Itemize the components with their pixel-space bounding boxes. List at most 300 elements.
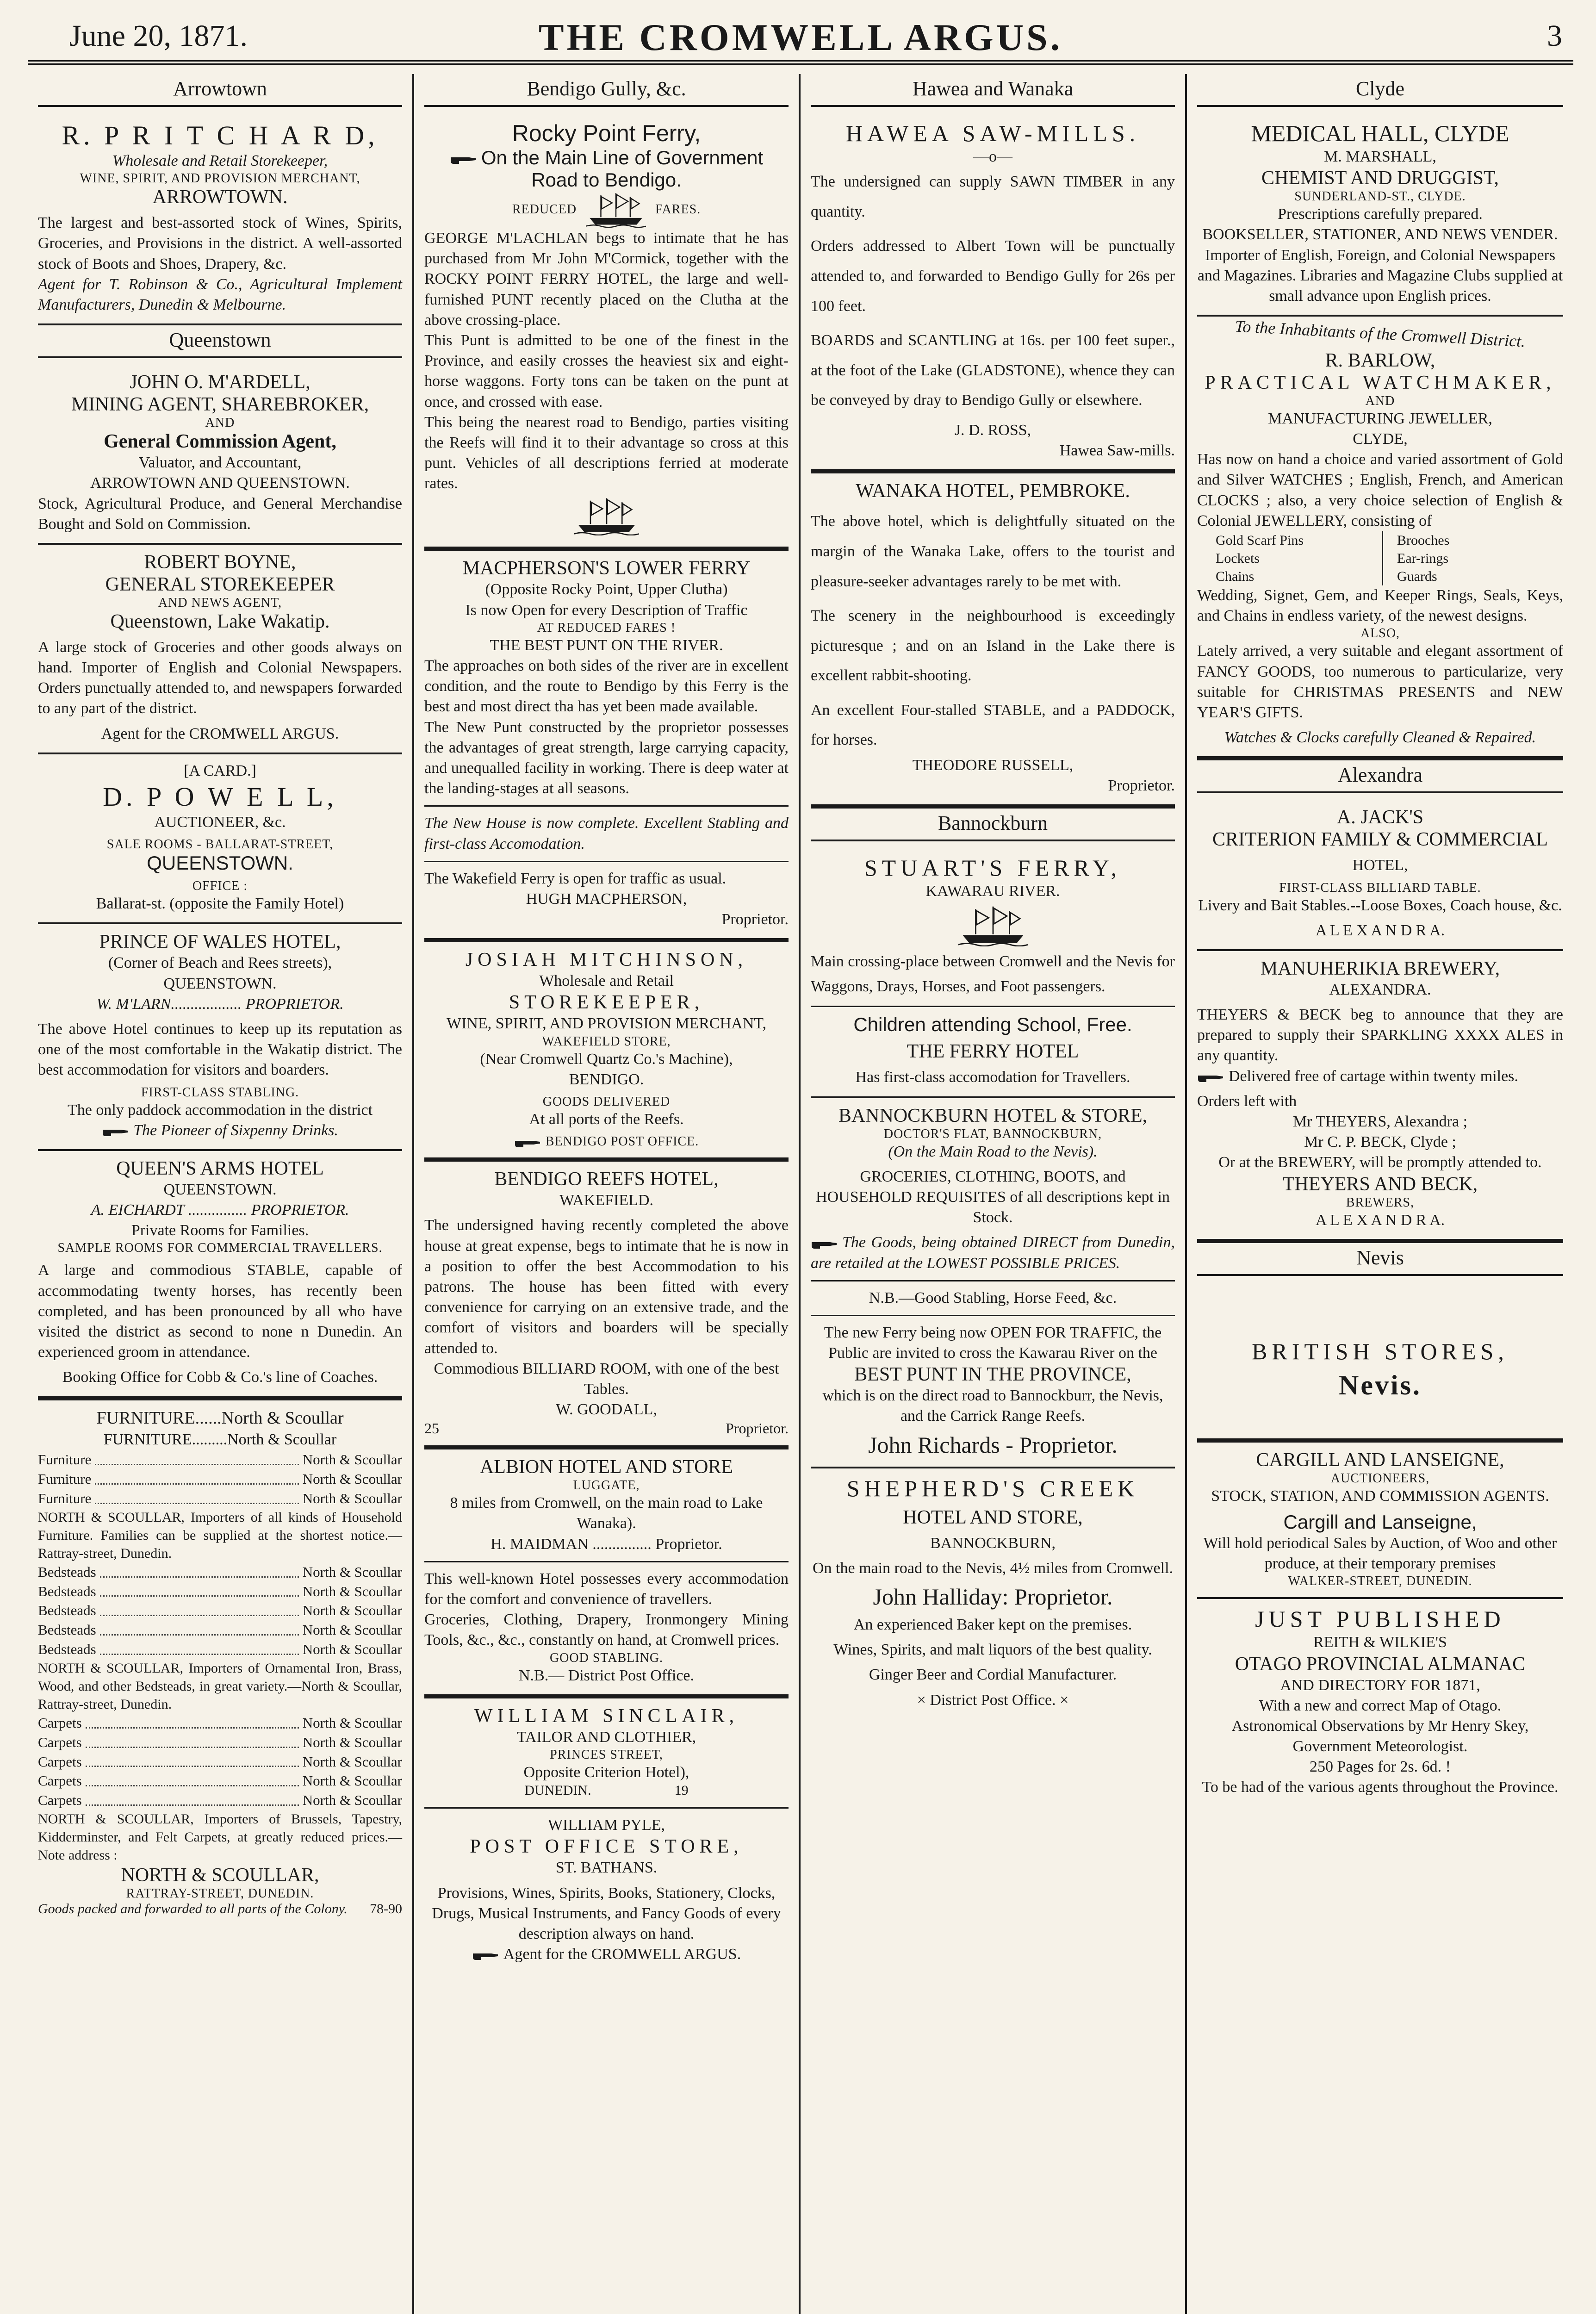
ad-line: WINE, SPIRIT, AND PROVISION MERCHANT, xyxy=(446,1015,767,1033)
dot-leader xyxy=(95,1469,298,1485)
ad-line: TAILOR AND CLOTHIER, xyxy=(516,1728,696,1746)
ad-line: To be had of the various agents throughout the Province. xyxy=(1202,1779,1559,1796)
list-item-name: Furniture xyxy=(38,1451,92,1468)
ad-line: (Opposite Rocky Point, Upper Clutha) xyxy=(485,581,728,598)
ad-line: WINE, SPIRIT, AND PROVISION MERCHANT, xyxy=(80,171,360,186)
list-item xyxy=(38,1713,402,1733)
ad-line: CRITERION FAMILY & COMMERCIAL xyxy=(1212,829,1548,851)
ad-line: WAKEFIELD STORE, xyxy=(542,1034,671,1049)
pointing-hand-icon xyxy=(472,1949,500,1962)
list-item-name: Carpets xyxy=(38,1753,82,1770)
section-heading-bendigo: Bendigo Gully, &c. xyxy=(424,74,789,107)
jewellery-item: Gold Scarf Pins xyxy=(1216,533,1304,548)
ad-line: Hawea Saw-mills. xyxy=(1059,442,1175,460)
ad-line: PRINCES STREET, xyxy=(550,1747,663,1762)
ad-manuherikia-brewery xyxy=(1197,951,1563,1243)
ad-body: The above hotel, which is delightfully situated on the margin of the Wanaka Lake, offers to the tourist and pleasure-seeker advantages rarely to be met with. xyxy=(811,513,1175,590)
ad-line: MINING AGENT, SHAREBROKER, xyxy=(71,394,369,416)
ad-body: This well-known Hotel possesses every accommodation for the comfort and convenience of travellers. xyxy=(424,1570,789,1608)
ad-body: The undersigned having recently completed the above house at great expense, begs to intimate that he is now in a position to offer the best Accommodation to his patrons. The house has been fitted with every convenience for carrying on an extensive trade, and the comfort of visitors and boarders will be specially attended to. xyxy=(424,1217,789,1357)
list-item-seller: North & Scoullar xyxy=(302,1470,402,1487)
list-item xyxy=(38,1562,402,1582)
ad-line: GOODS DELIVERED xyxy=(542,1095,671,1109)
ad-line: RATTRAY-STREET, DUNEDIN. xyxy=(126,1886,314,1901)
ad-body: Has now on hand a choice and varied assortment of Gold and Silver WATCHES ; English, French, and American CLOCKS ; also, a very choice selection of English & Colonial JEWELLERY, consisting of xyxy=(1197,451,1563,529)
column-1 xyxy=(28,74,414,2314)
ad-body: Agent for T. Robinson & Co., Agricultural Implement Manufacturers, Dunedin & Melbourne. xyxy=(38,275,402,313)
ad-line: A. EICHARDT ............... PROPRIETOR. xyxy=(91,1201,349,1219)
ad-number: 19 xyxy=(674,1783,689,1798)
ad-body: The undersigned can supply SAWN TIMBER in any quantity. xyxy=(811,173,1175,220)
ad-bendigo-reefs xyxy=(424,1162,789,1449)
ad-body: BOARDS and SCANTLING at 16s. per 100 feet super., at the foot of the Lake (GLADSTONE), whence they can be conveyed by dray to Bendigo Gully or elsewhere. xyxy=(811,332,1175,409)
list-item-seller: North & Scoullar xyxy=(302,1714,402,1731)
ad-pritchard xyxy=(38,113,402,325)
ad-line: N.B.— District Post Office. xyxy=(518,1667,694,1684)
ad-line: Children attending School, Free. xyxy=(853,1014,1132,1036)
ad-line: AUCTIONEERS, xyxy=(1330,1471,1430,1486)
list-item xyxy=(38,1469,402,1489)
ad-line: Ballarat-st. (opposite the Family Hotel) xyxy=(96,895,344,913)
jewellery-item: Brooches xyxy=(1397,533,1450,548)
ad-line: Valuator, and Accountant, xyxy=(138,454,302,472)
ad-signature: THEODORE RUSSELL, xyxy=(912,757,1074,774)
list-item xyxy=(38,1752,402,1772)
ad-line: (On the Main Road to the Nevis). xyxy=(888,1143,1098,1160)
ad-bannockburn-name: BANNOCKBURN HOTEL & STORE, xyxy=(838,1105,1148,1126)
ad-line: KAWARAU RIVER. xyxy=(925,883,1060,900)
ad-body: Wedding, Signet, Gem, and Keeper Rings, Seals, Keys, and Chains in endless variety, of the newest designs. xyxy=(1197,587,1563,625)
list-item xyxy=(38,1640,402,1659)
jewellery-list-right xyxy=(1382,531,1563,585)
list-item-seller: North & Scoullar xyxy=(302,1622,402,1638)
ad-line: Wholesale and Retail xyxy=(539,972,674,990)
ad-just-published xyxy=(1197,1599,1563,1806)
ad-line: ST. BATHANS. xyxy=(555,1859,658,1877)
list-item-seller: North & Scoullar xyxy=(302,1753,402,1770)
ad-line: POST OFFICE STORE, xyxy=(470,1836,743,1858)
ad-body: GROCERIES, CLOTHING, BOOTS, and HOUSEHOLD REQUISITES of all descriptions kept in Stock. xyxy=(816,1168,1170,1226)
ad-line: DUNEDIN. xyxy=(524,1783,591,1798)
ad-line: The Pioneer of Sixpenny Drinks. xyxy=(133,1121,338,1139)
ad-queens-name: QUEEN'S ARMS HOTEL xyxy=(116,1157,324,1179)
ad-line: M. MARSHALL, xyxy=(1324,148,1436,165)
ad-line: Queenstown, Lake Wakatip. xyxy=(110,610,330,632)
ad-queens-arms xyxy=(38,1151,402,1400)
ad-line: With a new and correct Map of Otago. xyxy=(1259,1697,1502,1714)
list-item xyxy=(38,1450,402,1469)
ad-macpherson xyxy=(424,551,789,942)
ad-british-name: BRITISH STORES, xyxy=(1252,1338,1509,1364)
ad-body: Orders addressed to Albert Town will be punctually attended to, and forwarded to Bendigo Gully for 26s per 100 feet. xyxy=(811,237,1175,315)
jewellery-item: Ear-rings xyxy=(1397,551,1449,566)
ad-barlow xyxy=(1197,317,1563,760)
dot-leader xyxy=(100,1601,299,1616)
ad-line: Astronomical Observations by Mr Henry Skey, Government Meteorologist. xyxy=(1231,1717,1529,1755)
list-item-name: Bedsteads xyxy=(38,1641,96,1658)
list-item-seller: North & Scoullar xyxy=(302,1641,402,1658)
column-3 xyxy=(801,74,1187,2314)
ad-body: Importer of English, Foreign, and Colonial Newspapers and Magazines. Libraries and Magazine Clubs supplied at small advance upon English prices. xyxy=(1197,246,1563,305)
ad-line: CHEMIST AND DRUGGIST, xyxy=(1261,168,1499,189)
divider xyxy=(811,1315,1175,1316)
ad-line: An experienced Baker kept on the premises. xyxy=(853,1616,1132,1634)
ad-body: The scenery in the neighbourhood is exceedingly picturesque ; and on an Island in the Lake there is excellent rabbit-shooting. xyxy=(811,607,1175,684)
pointing-hand-icon xyxy=(1197,1071,1225,1084)
list-item xyxy=(38,1582,402,1601)
ad-line: (Near Cromwell Quartz Co.'s Machine), xyxy=(480,1050,733,1068)
ad-mcardell xyxy=(38,365,402,545)
list-item-seller: North & Scoullar xyxy=(302,1451,402,1468)
ad-body: This being the nearest road to Bendigo, parties visiting the Reefs will find it to their advantage so cross at this punt. Vehicles of all descriptions ferried at moderate rates. xyxy=(424,413,789,492)
list-item-seller: North & Scoullar xyxy=(302,1773,402,1789)
ad-line: STOCK, STATION, AND COMMISSION AGENTS. xyxy=(1211,1487,1549,1505)
ad-line: HOTEL, xyxy=(1352,857,1408,874)
ad-line: H. MAIDMAN ............... Proprietor. xyxy=(491,1535,722,1553)
ad-line: FURNITURE......North & Scoullar xyxy=(96,1408,344,1428)
jewellery-item: Lockets xyxy=(1216,551,1260,566)
ad-line: THE BEST PUNT ON THE RIVER. xyxy=(490,636,723,654)
ad-powell-name: D. P O W E L L, xyxy=(103,782,337,812)
ad-body: A large stock of Groceries and other goods always on hand. Importer of English and Colonial Newspapers. Orders punctually attended to, and newspapers forwarded to any part of the district. xyxy=(38,638,402,717)
ad-line: × District Post Office. × xyxy=(917,1691,1069,1709)
ad-line: FIRST-CLASS STABLING. xyxy=(141,1085,299,1100)
ad-line: AND NEWS AGENT, xyxy=(158,595,282,610)
ad-powell xyxy=(38,754,402,925)
dot-leader xyxy=(86,1771,299,1786)
ad-line: Wholesale and Retail Storekeeper, xyxy=(112,152,328,169)
ship-icon xyxy=(586,191,646,228)
dot-leader xyxy=(95,1450,298,1465)
ad-line: The only paddock accommodation in the district xyxy=(67,1101,373,1119)
ad-line: Has first-class accomodation for Travellers. xyxy=(855,1069,1130,1086)
pointing-hand-icon xyxy=(450,153,478,166)
ad-stuarts-ferry xyxy=(811,848,1175,1098)
ad-line: which is on the direct road to Bannockburr, the Nevis, and the Carrick Range Reefs. xyxy=(822,1387,1163,1425)
ad-line: Mr C. P. BECK, Clyde ; xyxy=(1304,1133,1456,1151)
ad-line: BENDIGO POST OFFICE. xyxy=(545,1134,699,1149)
ad-line: 250 Pages for 2s. 6d. ! xyxy=(1309,1758,1451,1776)
ad-line: SUNDERLAND-ST., CLYDE. xyxy=(1294,189,1466,204)
ad-line: Livery and Bait Stables.--Loose Boxes, Coach house, &c. xyxy=(1198,896,1562,914)
page-number: 3 xyxy=(1547,19,1562,53)
ad-signature: J. D. ROSS, xyxy=(954,421,1031,439)
ad-line: Nevis. xyxy=(1339,1369,1422,1400)
ad-line: FURNITURE.........North & Scoullar xyxy=(103,1431,337,1448)
list-item-seller: North & Scoullar xyxy=(302,1602,402,1619)
ad-line: Proprietor. xyxy=(726,1420,789,1437)
ad-wanaka-name: WANAKA HOTEL, PEMBROKE. xyxy=(856,480,1130,502)
ad-line: At all ports of the Reefs. xyxy=(529,1111,684,1128)
ad-signature: THEYERS AND BECK, xyxy=(1282,1173,1478,1195)
ad-hawea-name: HAWEA SAW-MILLS. xyxy=(845,120,1140,146)
ad-line: Goods packed and forwarded to all parts of the Colony. xyxy=(38,1901,348,1917)
ad-rocky-name: Rocky Point Ferry, xyxy=(512,120,701,146)
ad-mcardell-name: JOHN O. M'ARDELL, xyxy=(130,372,311,393)
ad-line: REDUCED xyxy=(512,202,577,217)
ad-line: QUEENSTOWN. xyxy=(163,975,277,992)
ad-line: —o— xyxy=(973,148,1012,165)
ad-shepherd-name: SHEPHERD'S CREEK xyxy=(846,1475,1139,1501)
list-item xyxy=(38,1791,402,1810)
ad-line: Proprietor. xyxy=(1108,777,1175,795)
list-item xyxy=(38,1489,402,1508)
ad-body: Main crossing-place between Cromwell and the Nevis for Waggons, Drays, Horses, and Foot passengers. xyxy=(811,952,1175,995)
ad-line: AT REDUCED FARES ! xyxy=(537,620,676,635)
pointing-hand-icon xyxy=(514,1136,542,1149)
divider xyxy=(424,861,789,862)
divider xyxy=(811,1006,1175,1007)
list-item-seller: North & Scoullar xyxy=(302,1734,402,1750)
ad-number: 78-90 xyxy=(370,1901,402,1917)
ship-icon xyxy=(574,497,639,535)
jewellery-item: Chains xyxy=(1216,569,1254,585)
ad-line: Watches & Clocks carefully Cleaned & Repaired. xyxy=(1224,729,1536,746)
ad-line: Prescriptions carefully prepared. xyxy=(1278,205,1483,223)
ad-line: Delivered free of cartage within twenty miles. xyxy=(1229,1067,1518,1085)
ad-line: PRACTICAL WATCHMAKER, xyxy=(1205,372,1556,393)
bedsteads-list xyxy=(38,1562,402,1659)
ad-body: The Goods, being obtained DIRECT from Dunedin, are retailed at the LOWEST POSSIBLE PRICES. xyxy=(811,1234,1175,1272)
list-item xyxy=(38,1620,402,1640)
jewellery-item: Guards xyxy=(1397,569,1437,585)
jewellery-list-left xyxy=(1197,531,1382,585)
ad-line: Agent for the CROMWELL ARGUS. xyxy=(101,725,339,742)
ad-body: GEORGE M'LACHLAN begs to intimate that he has purchased from Mr John M'Cormick, together with the ROCKY POINT FERRY HOTEL, the large and well-furnished PUNT recently placed on the Clutha at the above crossing-place. xyxy=(424,230,789,329)
list-item-name: Furniture xyxy=(38,1490,92,1506)
ad-line: Orders left with xyxy=(1197,1092,1297,1110)
ad-boyne xyxy=(38,545,402,754)
ad-body: An excellent Four-stalled STABLE, and a PADDOCK, for horses. xyxy=(811,701,1175,749)
carpets-list xyxy=(38,1713,402,1810)
ad-line: [A CARD.] xyxy=(184,762,256,779)
ad-line: LUGGATE, xyxy=(573,1478,640,1493)
ad-line: WAKEFIELD. xyxy=(559,1192,654,1209)
ad-line: Commodious BILLIARD ROOM, with one of the best Tables. xyxy=(434,1360,779,1398)
section-heading-bannockburn: Bannockburn xyxy=(811,809,1175,841)
ad-line: REITH & WILKIE'S xyxy=(1313,1634,1447,1651)
pointing-hand-icon xyxy=(102,1125,130,1138)
ad-mitchinson-name: JOSIAH MITCHINSON, xyxy=(465,949,748,971)
ad-bannockburn-hotel xyxy=(811,1098,1175,1468)
ad-albion-name: ALBION HOTEL AND STORE xyxy=(479,1456,733,1478)
ad-line: HOTEL AND STORE, xyxy=(903,1506,1083,1528)
ad-line: Private Rooms for Families. xyxy=(131,1222,309,1239)
ad-line: Booking Office for Cobb & Co.'s line of Coaches. xyxy=(62,1368,378,1386)
ad-line: SAMPLE ROOMS FOR COMMERCIAL TRAVELLERS. xyxy=(57,1241,383,1256)
ad-body: Groceries, Clothing, Drapery, Ironmongery Mining Tools, &c., &c., constantly on hand, at Cromwell prices. xyxy=(424,1611,789,1649)
ad-mitchinson xyxy=(424,942,789,1162)
ad-body: NORTH & SCOULLAR, Importers of Ornamental Iron, Brass, Wood, and other Bedsteads, in great variety.—North & Scoullar, Rattray-street, Dunedin. xyxy=(38,1660,402,1712)
ad-number: 25 xyxy=(424,1420,439,1437)
list-item xyxy=(38,1771,402,1791)
dot-leader xyxy=(86,1752,299,1767)
ad-line: (Corner of Beach and Rees streets), xyxy=(108,954,332,972)
ad-body: THEYERS & BECK beg to announce that they are prepared to supply their SPARKLING XXXX ALES in any quantity. xyxy=(1197,1006,1563,1064)
ad-signature: W. GOODALL, xyxy=(556,1401,657,1418)
ad-reefs-name: BENDIGO REEFS HOTEL, xyxy=(494,1169,719,1190)
section-heading-clyde: Clyde xyxy=(1197,74,1563,107)
ad-line: BEST PUNT IN THE PROVINCE, xyxy=(854,1364,1131,1386)
ad-line: QUEENSTOWN. xyxy=(163,1181,277,1198)
ad-line: DOCTOR'S FLAT, BANNOCKBURN, xyxy=(883,1126,1102,1141)
ad-line: W. M'LARN.................. PROPRIETOR. xyxy=(96,995,344,1013)
ad-body: NORTH & SCOULLAR, Importers of all kinds of Household Furniture. Families can be supplied at the shortest notice.—Rattray-street, Dunedin. xyxy=(38,1509,402,1561)
column-2 xyxy=(414,74,801,2314)
ad-line: John Halliday: Proprietor. xyxy=(873,1584,1113,1610)
ad-hawea-saw-mills xyxy=(811,113,1175,473)
dot-leader xyxy=(95,1489,298,1504)
ad-medical-hall xyxy=(1197,113,1563,317)
ad-sinclair-name: WILLIAM SINCLAIR, xyxy=(474,1705,739,1727)
ad-body: The New Punt constructed by the proprietor possesses the advantages of great strength, large carrying capacity, and unequalled facility in working. There is deep water at the landing-stages at all seasons. xyxy=(424,718,789,797)
ad-pritchard-name: R. P R I T C H A R D, xyxy=(62,120,379,150)
list-item-name: Carpets xyxy=(38,1734,82,1750)
ad-prince-of-wales xyxy=(38,924,402,1151)
ad-body: Will hold periodical Sales by Auction, of Woo and other produce, at their temporary premises xyxy=(1203,1534,1557,1573)
dot-leader xyxy=(100,1640,299,1655)
ad-line: FIRST-CLASS BILLIARD TABLE. xyxy=(1279,880,1481,895)
list-item-seller: North & Scoullar xyxy=(302,1583,402,1599)
advert-columns xyxy=(28,74,1573,2314)
ad-body: A large and commodious STABLE, capable of accommodating twenty horses, has recently been completed, and has been pronounced by all who have visited the district as second to none n Dunedin. An experienced groom in attendance. xyxy=(38,1262,402,1361)
ad-line: Wines, Spirits, and malt liquors of the best quality. xyxy=(833,1641,1152,1659)
ad-body: The New House is now complete. Excellent Stabling and first-class Accomodation. xyxy=(424,815,789,852)
ship-icon xyxy=(958,905,1028,946)
ad-macpherson-name: MACPHERSON'S LOWER FERRY xyxy=(462,558,751,579)
ad-body: The Wakefield Ferry is open for traffic as usual. xyxy=(424,870,727,887)
divider xyxy=(424,805,789,807)
list-item xyxy=(38,1733,402,1752)
ad-line: On the Main Line of Government Road to Bendigo. xyxy=(481,147,764,191)
ad-body: Lately arrived, a very suitable and elegant assortment of FANCY GOODS, too numerous to particularize, very suitable for CHRISTMAS PRESENTS and NEW YEAR'S GIFTS. xyxy=(1197,642,1563,721)
dot-leader xyxy=(86,1791,299,1806)
newspaper-title: THE CROMWELL ARGUS. xyxy=(538,16,1063,58)
list-item-name: Furniture xyxy=(38,1470,92,1487)
dot-leader xyxy=(100,1620,299,1636)
list-item-name: Bedsteads xyxy=(38,1563,96,1580)
ad-rocky-point xyxy=(424,113,789,551)
list-item-name: Bedsteads xyxy=(38,1622,96,1638)
ad-pyle xyxy=(424,1809,789,1973)
ad-body: This Punt is admitted to be one of the finest in the Province, and easily crosses the heaviest six and eight-horse waggons. Forty tons can be taken on the punt at once, and crossed with ease. xyxy=(424,331,789,411)
ad-wanaka-hotel xyxy=(811,473,1175,809)
ad-line: GENERAL STOREKEEPER xyxy=(105,573,335,595)
ad-line: MANUFACTURING JEWELLER, xyxy=(1268,410,1492,427)
ad-line: AND xyxy=(1365,393,1395,408)
ad-line: CLYDE, xyxy=(1353,430,1408,448)
ad-north-scoullar xyxy=(38,1400,402,1926)
ad-body: NORTH & SCOULLAR, Importers of Brussels, Tapestry, Kidderminster, and Felt Carpets, at greatly reduced prices.—Note address : xyxy=(38,1811,402,1863)
ad-line: ARROWTOWN. xyxy=(152,187,288,208)
ad-body: Stock, Agricultural Produce, and General Merchandise Bought and Sold on Commission. xyxy=(38,495,402,533)
list-item-seller: North & Scoullar xyxy=(302,1563,402,1580)
divider xyxy=(424,1561,789,1562)
ad-line: Ginger Beer and Cordial Manufacturer. xyxy=(869,1666,1117,1684)
ad-albion xyxy=(424,1449,789,1698)
ad-line: A L E X A N D R A. xyxy=(1315,1211,1445,1229)
ad-medical-name: MEDICAL HALL, CLYDE xyxy=(1251,120,1509,146)
furniture-list xyxy=(38,1450,402,1508)
section-heading-nevis: Nevis xyxy=(1197,1243,1563,1276)
list-item-name: Bedsteads xyxy=(38,1583,96,1599)
ad-line: To the Inhabitants of the Cromwell District. xyxy=(1234,317,1526,351)
pointing-hand-icon xyxy=(811,1238,838,1250)
ad-line: FARES. xyxy=(655,202,701,217)
list-item-name: Carpets xyxy=(38,1773,82,1789)
masthead xyxy=(28,9,1573,65)
ad-shepherds-creek xyxy=(811,1468,1175,1719)
ad-line: QUEENSTOWN. xyxy=(147,852,293,874)
ad-prince-name: PRINCE OF WALES HOTEL, xyxy=(99,931,341,953)
ad-line: SALE ROOMS - BALLARAT-STREET, xyxy=(106,837,334,852)
ad-line: Agent for the CROMWELL ARGUS. xyxy=(503,1946,741,1963)
ad-line: THE FERRY HOTEL xyxy=(907,1041,1079,1063)
ad-line: Or at the BREWERY, will be promptly attended to. xyxy=(1218,1154,1542,1171)
ad-barlow-name: R. BARLOW, xyxy=(1325,349,1435,371)
ad-line: AUCTIONEER, &c. xyxy=(154,814,286,831)
ad-stuart-name: STUART'S FERRY, xyxy=(864,855,1122,881)
ad-line: BANNOCKBURN, xyxy=(930,1534,1056,1552)
ad-manuherikia-name: MANUHERIKIA BREWERY, xyxy=(1260,958,1500,979)
ad-line: A L E X A N D R A. xyxy=(1315,921,1445,939)
ad-body: Provisions, Wines, Spirits, Books, Stationery, Clocks, Drugs, Musical Instruments, and Fancy Goods of every description always on hand. xyxy=(432,1884,781,1942)
ad-line: AND xyxy=(205,416,235,430)
ad-line: General Commission Agent, xyxy=(104,431,336,453)
issue-date: June 20, 1871. xyxy=(69,19,248,53)
column-4 xyxy=(1187,74,1573,2314)
list-item-seller: North & Scoullar xyxy=(302,1490,402,1506)
ad-line: ARROWTOWN AND QUEENSTOWN. xyxy=(90,474,350,492)
ad-body: The largest and best-assorted stock of Wines, Spirits, Groceries, and Provisions in the district. A well-assorted stock of Boots and Shoes, Drapery, &c. xyxy=(38,214,402,273)
ad-line: NORTH & SCOULLAR, xyxy=(121,1865,319,1886)
ad-criterion-hotel xyxy=(1197,800,1563,951)
ad-british-stores xyxy=(1197,1282,1563,1443)
divider xyxy=(811,1280,1175,1281)
ad-line: Opposite Criterion Hotel), xyxy=(523,1763,689,1781)
ad-line: N.B.—Good Stabling, Horse Feed, &c. xyxy=(869,1289,1117,1306)
ad-body: The new Ferry being now OPEN FOR TRAFFIC, the Public are invited to cross the Kawarau River on the xyxy=(824,1324,1162,1362)
ad-line: OFFICE : xyxy=(192,879,248,894)
ad-body: The above Hotel continues to keep up its reputation as one of the most comfortable in the Wakatip district. The best accommodation for visitors and boarders. xyxy=(38,1020,402,1079)
ad-cargill-lanseigne xyxy=(1197,1443,1563,1599)
ad-line: BOOKSELLER, STATIONER, AND NEWS VENDER. xyxy=(1202,226,1558,243)
dot-leader xyxy=(100,1582,299,1597)
section-heading-queenstown: Queenstown xyxy=(38,325,402,358)
ad-line: John Richards - Proprietor. xyxy=(868,1431,1118,1458)
section-heading-alexandra: Alexandra xyxy=(1197,760,1563,793)
ad-pyle-name: WILLIAM PYLE, xyxy=(547,1816,665,1834)
ad-line: OTAGO PROVINCIAL ALMANAC xyxy=(1235,1653,1526,1675)
section-heading-hawea: Hawea and Wanaka xyxy=(811,74,1175,107)
ad-line: On the main road to the Nevis, 4½ miles from Cromwell. xyxy=(812,1559,1174,1577)
ad-boyne-name: ROBERT BOYNE, xyxy=(144,551,296,573)
ad-line: ALSO, xyxy=(1360,626,1400,641)
dot-leader xyxy=(86,1733,299,1748)
ad-line: GOOD STABLING. xyxy=(549,1650,664,1665)
ad-line: STOREKEEPER, xyxy=(509,992,704,1014)
dot-leader xyxy=(100,1562,299,1578)
section-heading-arrowtown: Arrowtown xyxy=(38,74,402,107)
ad-signature: HUGH MACPHERSON, xyxy=(526,890,687,908)
ad-line: Mr THEYERS, Alexandra ; xyxy=(1292,1113,1468,1131)
list-item-seller: North & Scoullar xyxy=(302,1792,402,1809)
ad-published-name: JUST PUBLISHED xyxy=(1255,1606,1505,1632)
ad-cargill-name: CARGILL AND LANSEIGNE, xyxy=(1256,1449,1504,1471)
ad-body: The approaches on both sides of the river are in excellent condition, and the route to Bendigo by this Ferry is the best and most direct tha has yet been made available. xyxy=(424,657,789,715)
dot-leader xyxy=(86,1713,299,1729)
jewellery-list xyxy=(1197,531,1563,585)
